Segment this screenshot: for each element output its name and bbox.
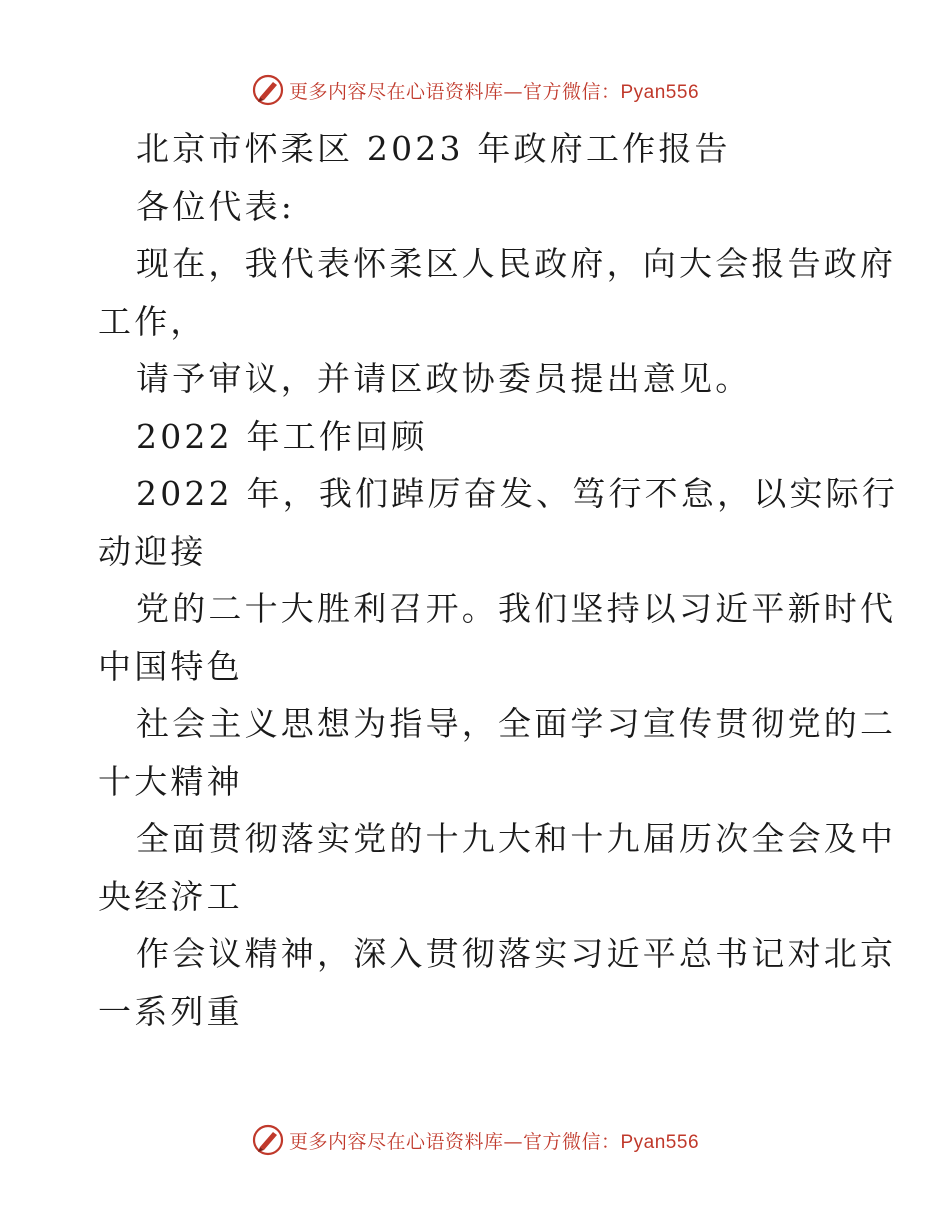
paragraph-line: 2022 年，我们踔厉奋发、笃行不怠，以实际行 <box>136 474 899 513</box>
wechat-id: Pyan556 <box>620 1131 700 1153</box>
paragraph-line: 工作， <box>98 301 207 341</box>
document-title: 北京市怀柔区 2023 年政府工作报告 <box>136 129 731 168</box>
paragraph-line: 社会主义思想为指导，全面学习宣传贯彻党的二 <box>136 704 897 743</box>
section-heading: 2022 年工作回顾 <box>136 416 428 456</box>
header-banner <box>0 70 950 110</box>
pen-logo-icon <box>251 1123 285 1157</box>
paragraph-line: 央经济工 <box>98 876 243 916</box>
paragraph-line: 现在，我代表怀柔区人民政府，向大会报告政府 <box>136 244 897 283</box>
paragraph-line: 请予审议，并请区政协委员提出意见。 <box>136 359 752 398</box>
wechat-id: Pyan556 <box>620 81 700 103</box>
paragraph-line: 一系列重 <box>98 991 243 1031</box>
document-body <box>98 120 899 1040</box>
paragraph-line: 全面贯彻落实党的十九大和十九届历次全会及中 <box>136 819 897 858</box>
banner-text: 更多内容尽在心语资料库— <box>288 80 523 103</box>
wechat-label: 官方微信： <box>522 1130 621 1153</box>
paragraph-line: 党的二十大胜利召开。我们坚持以习近平新时代 <box>136 589 897 628</box>
salutation: 各位代表: <box>136 186 296 226</box>
paragraph-line: 中国特色 <box>98 646 243 686</box>
paragraph-line: 十大精神 <box>98 761 243 801</box>
banner-text: 更多内容尽在心语资料库— <box>288 1130 523 1153</box>
paragraph-line: 动迎接 <box>98 531 207 571</box>
footer-banner <box>0 1120 950 1160</box>
pen-logo-icon <box>251 73 285 107</box>
wechat-label: 官方微信： <box>522 80 621 103</box>
paragraph-line: 作会议精神，深入贯彻落实习近平总书记对北京 <box>136 934 897 973</box>
